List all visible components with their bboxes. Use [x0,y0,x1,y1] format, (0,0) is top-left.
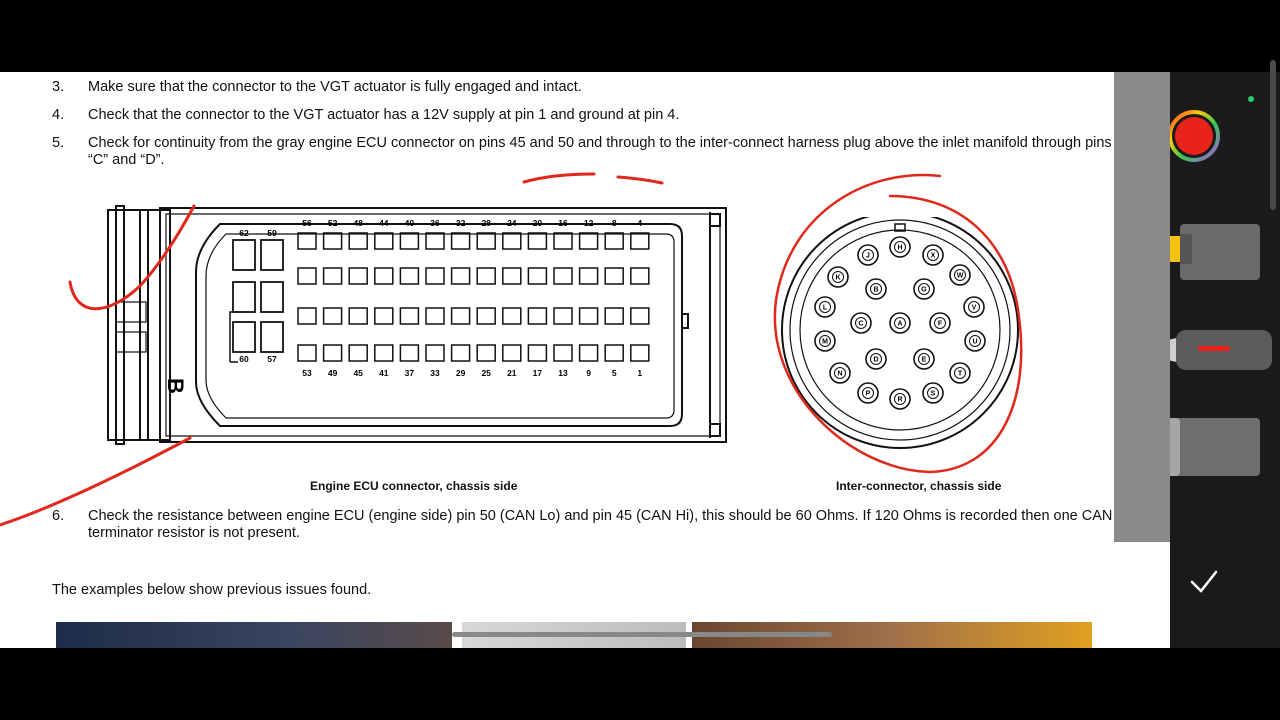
ecu-pin-label: 57 [267,354,277,364]
ecu-pin-label: 8 [611,218,617,228]
inter-pin-label: L [822,304,828,312]
ecu-pin-label: 29 [455,368,466,378]
ecu-pin-label: 5 [611,368,617,378]
ecu-pin-label: 45 [353,368,363,378]
annotation-circle [775,175,1021,472]
done-button[interactable] [1192,572,1216,591]
status-indicator [1248,96,1254,102]
inter-pin-label: U [972,338,978,346]
ecu-pin-label: 1 [637,368,643,378]
inter-pin-label: A [897,320,903,328]
ecu-pin-label: 52 [327,218,338,228]
ecu-pin-label: 17 [532,368,543,378]
ecu-pin-label: 56 [302,218,312,228]
connector-letter: B [163,378,188,394]
pen-color-indicator [1198,346,1230,351]
inter-pin-label: M [822,338,828,346]
ecu-pin-label: 25 [481,368,491,378]
step-number: 3. [52,79,65,95]
ecu-pin-label: 33 [430,368,440,378]
inter-pin-label: J [866,252,870,260]
inter-pin-label: B [873,286,879,294]
inter-pin-label: T [957,370,963,378]
step-number: 6. [52,508,65,524]
inter-pin-label: X [930,252,936,260]
ecu-pin-label: 44 [379,218,389,228]
ecu-pin-label: 28 [481,218,491,228]
ecu-pin-label: 12 [583,218,594,228]
pen-nib [1170,338,1176,362]
ecu-pin-label: 13 [558,368,568,378]
inter-pin-label: G [921,286,927,294]
ecu-pin-label: 49 [327,368,338,378]
ecu-pin-label: 9 [586,368,591,378]
inter-pin-label: E [921,356,927,364]
step-text: Check the resistance between engine ECU (engine side) pin 50 (CAN Lo) and pin 45 (CAN Hi), this should be 60 Ohms. If 120 Ohms is recorded then one CAN terminator resistor is not present. [88,508,1113,541]
color-picker-button[interactable] [1170,112,1218,160]
ecu-pin-label: 36 [430,218,440,228]
inter-connector-caption: Inter-connector, chassis side [836,479,1002,493]
ecu-pin-label: 4 [637,218,643,228]
annotation-toolbar [1170,72,1280,648]
inter-pin-label: S [930,390,936,398]
side-panel [1114,72,1170,542]
inter-pin-label: D [873,356,879,364]
ecu-pin-label: 59 [267,228,277,238]
step-text: Make sure that the connector to the VGT actuator is fully engaged and intact. [88,79,582,95]
ecu-pin-label: 53 [302,368,312,378]
eraser-tool[interactable] [1170,418,1260,476]
checkmark-icon [1192,572,1216,591]
ecu-connector-caption: Engine ECU connector, chassis side [310,479,518,493]
ecu-pin-label: 24 [507,218,517,228]
step-number: 5. [52,135,65,151]
inter-pin-label: V [971,304,977,312]
eraser-icon [1170,418,1260,476]
inter-pin-label: P [865,390,871,398]
examples-intro-text: The examples below show previous issues found. [52,582,372,598]
ecu-pin-label: 48 [353,218,363,228]
ecu-pin-label: 60 [239,354,249,364]
ecu-pin-label: 16 [558,218,568,228]
ecu-pin-label: 21 [507,368,517,378]
inter-pin-label: F [937,320,943,328]
ecu-pin-label: 32 [455,218,466,228]
highlighter-tool[interactable] [1170,224,1260,280]
ecu-pin-label: 20 [532,218,543,228]
ecu-pin-label: 37 [404,368,415,378]
step-text: Check for continuity from the gray engine ECU connector on pins 45 and 50 and through to the inter-connect harness plug above the inlet manifold through pins “C” and “D”. [88,135,1112,168]
ecu-pin-label: 40 [404,218,415,228]
annotation-stroke [0,438,190,525]
annotation-stroke [70,206,194,309]
toolbar-scrollbar[interactable] [1270,60,1276,210]
inter-pin-label: N [837,370,843,378]
step-number: 4. [52,107,65,123]
highlighter-tip [1170,236,1180,262]
color-swatch [1175,117,1213,155]
inter-pin-label: C [858,320,864,328]
inter-pin-label: R [897,396,903,404]
inter-pin-label: W [956,272,964,280]
annotation-stroke [524,174,594,182]
pen-tool[interactable] [1170,330,1272,370]
step-text: Check that the connector to the VGT actuator has a 12V supply at pin 1 and ground at pin 4. [88,107,680,123]
inter-pin-label: H [897,244,903,252]
ecu-pin-label: 41 [379,368,389,378]
ecu-pin-label: 62 [239,228,249,238]
annotation-stroke [618,177,662,183]
inter-pin-label: K [835,274,841,282]
